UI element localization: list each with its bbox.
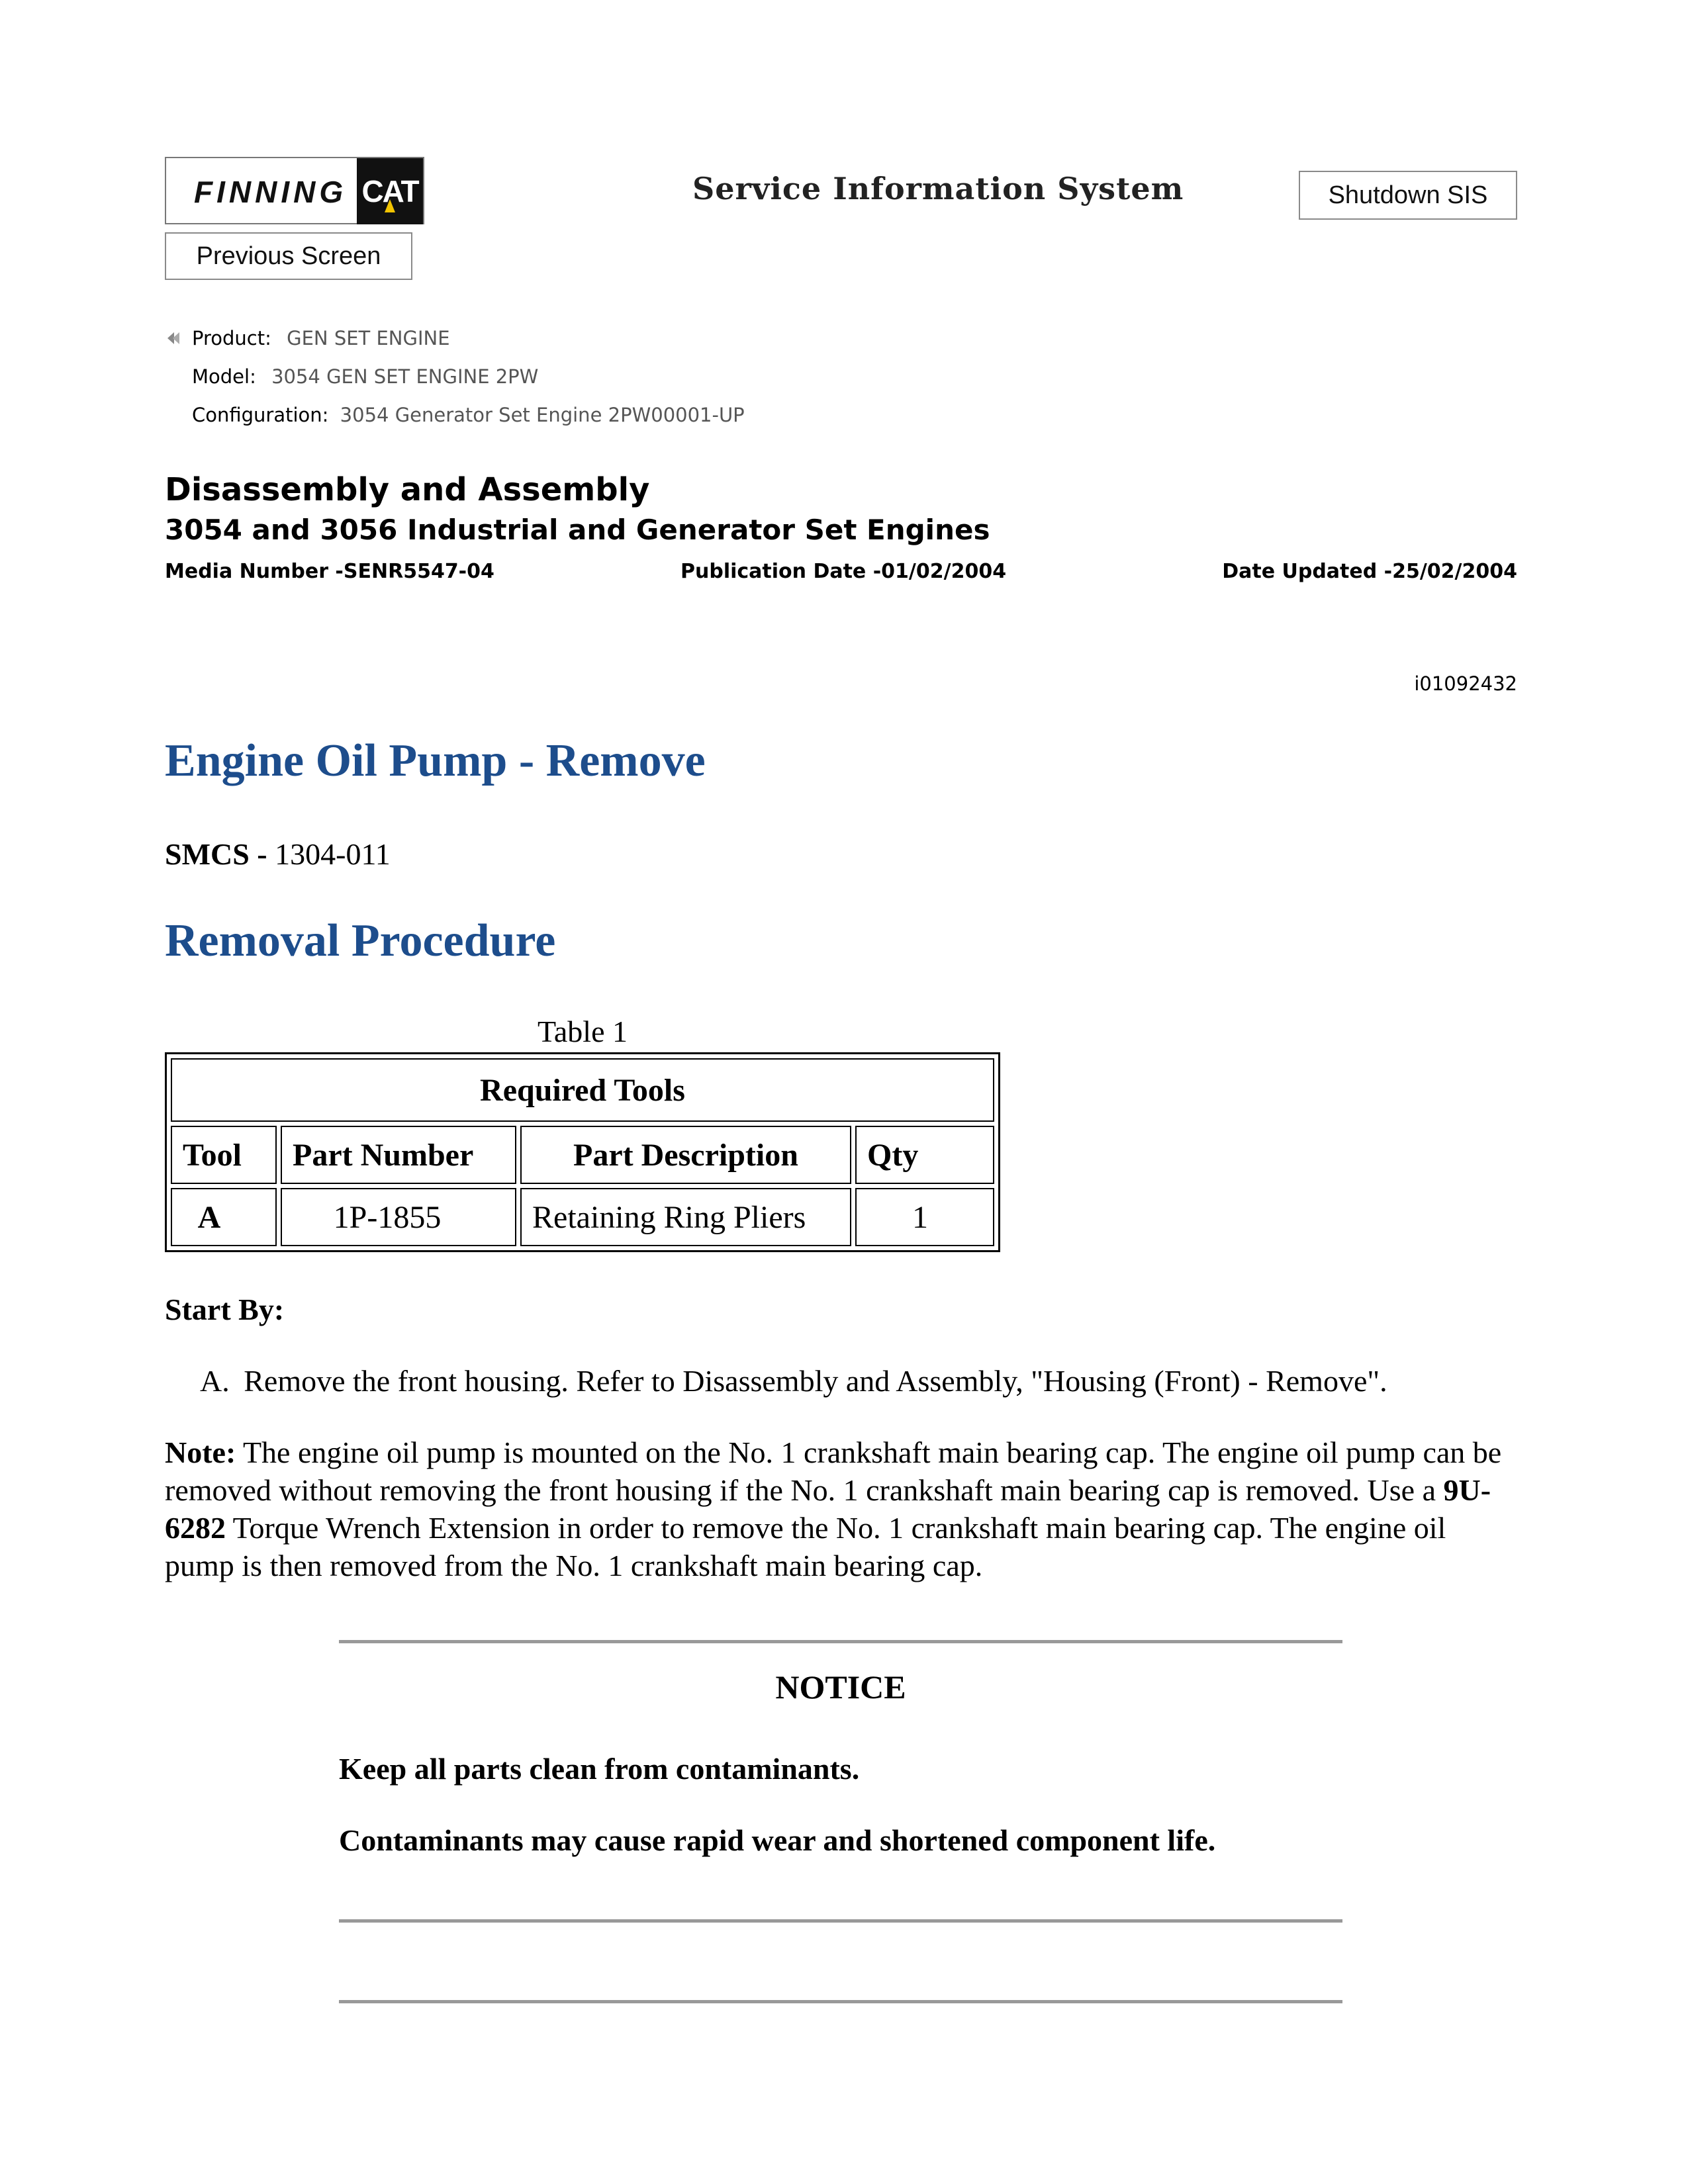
notice-line-2: Contaminants may cause rapid wear and shortened component life. bbox=[339, 1823, 1216, 1857]
cat-logo bbox=[357, 158, 423, 224]
document-subtitle: 3054 and 3056 Industrial and Generator Set Engines bbox=[165, 514, 990, 546]
note-paragraph bbox=[165, 1433, 1522, 1584]
column-header-part-number: Part Number bbox=[281, 1126, 516, 1184]
notice-top-divider bbox=[339, 1640, 1342, 1643]
notice-line-1: Keep all parts clean from contaminants. bbox=[339, 1752, 860, 1786]
column-header-tool: Tool bbox=[171, 1126, 277, 1184]
table-title: Required Tools bbox=[171, 1058, 994, 1122]
column-header-qty: Qty bbox=[855, 1126, 994, 1184]
shutdown-sis-button[interactable]: Shutdown SIS bbox=[1299, 171, 1517, 220]
start-by-label: Start By: bbox=[165, 1293, 285, 1326]
product-label: Product: bbox=[192, 327, 271, 349]
table-cell-part-description: Retaining Ring Pliers bbox=[520, 1188, 851, 1246]
product-value: GEN SET ENGINE bbox=[287, 327, 450, 349]
notice-title: NOTICE bbox=[775, 1668, 906, 1706]
table-cell-tool: A bbox=[171, 1188, 277, 1246]
table-caption: Table 1 bbox=[537, 1015, 628, 1048]
date-updated: Date Updated -25/02/2004 bbox=[1222, 560, 1517, 583]
cat-triangle-icon bbox=[385, 199, 395, 212]
note-text-1: The engine oil pump is mounted on the No. 1 crankshaft main bearing cap. The engine oil pump can be removed without removing the front housing if the No. 1 crankshaft main bearing cap is removed. Use a bbox=[165, 1435, 1502, 1507]
required-tools-table bbox=[165, 1052, 1000, 1252]
back-arrow-icon[interactable] bbox=[165, 330, 182, 347]
table-cell-part-number: 1P-1855 bbox=[281, 1188, 516, 1246]
note-label: Note: bbox=[165, 1435, 236, 1469]
note-text-2: Torque Wrench Extension in order to remove the No. 1 crankshaft main bearing cap. The engine oil pump is then removed from the No. 1 crankshaft main bearing cap. bbox=[165, 1511, 1446, 1582]
smcs-label: SMCS - bbox=[165, 837, 275, 871]
smcs-value: 1304-011 bbox=[275, 837, 391, 871]
reference-id: i01092432 bbox=[1414, 672, 1517, 695]
document-title: Disassembly and Assembly bbox=[165, 471, 650, 508]
media-number: Media Number -SENR5547-04 bbox=[165, 560, 494, 583]
notice-bottom-divider bbox=[339, 1919, 1342, 1923]
configuration-row bbox=[192, 404, 745, 426]
finning-cat-logo bbox=[165, 157, 424, 224]
page-heading: Engine Oil Pump - Remove bbox=[165, 735, 706, 786]
configuration-value: 3054 Generator Set Engine 2PW00001-UP bbox=[340, 404, 745, 426]
step-marker: A. bbox=[200, 1364, 230, 1398]
table-header-row bbox=[171, 1126, 994, 1184]
previous-screen-button[interactable]: Previous Screen bbox=[165, 232, 412, 280]
start-by-step bbox=[200, 1363, 1387, 1398]
smcs-code bbox=[165, 837, 391, 872]
step-text: Remove the front housing. Refer to Disassembly and Assembly, "Housing (Front) - Remove". bbox=[244, 1364, 1387, 1398]
note-part-number: 9U-6282 bbox=[165, 1473, 1491, 1545]
cat-wordmark: CAT bbox=[361, 174, 418, 208]
model-label: Model: bbox=[192, 365, 256, 388]
system-title: Service Information System bbox=[692, 171, 1184, 206]
product-row bbox=[192, 327, 450, 349]
section-divider bbox=[339, 2000, 1342, 2003]
model-value: 3054 GEN SET ENGINE 2PW bbox=[271, 365, 539, 388]
model-row bbox=[192, 365, 538, 388]
publication-date: Publication Date -01/02/2004 bbox=[680, 560, 1007, 583]
finning-wordmark: FINNING bbox=[194, 175, 348, 209]
configuration-label: Configuration: bbox=[192, 404, 329, 426]
procedure-heading: Removal Procedure bbox=[165, 915, 556, 966]
table-cell-qty: 1 bbox=[855, 1188, 994, 1246]
table-row bbox=[171, 1188, 994, 1246]
column-header-part-description: Part Description bbox=[520, 1126, 851, 1184]
